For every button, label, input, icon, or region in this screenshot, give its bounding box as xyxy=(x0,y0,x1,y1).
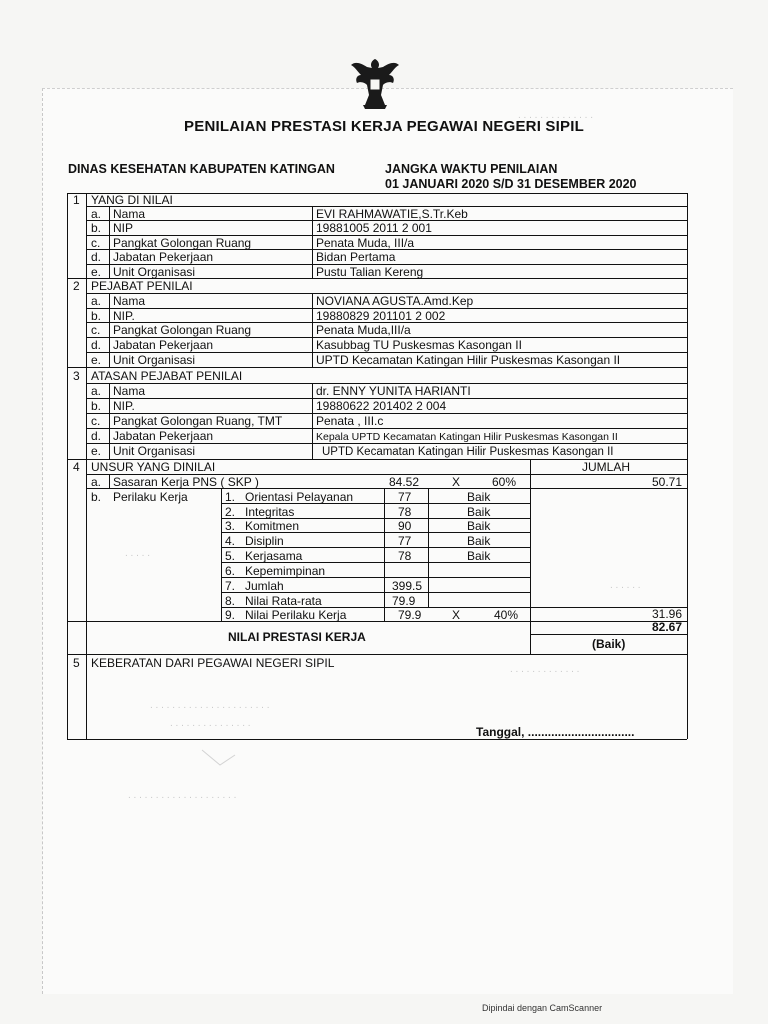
section-5-number: 5 xyxy=(73,656,80,670)
row-label: Nama xyxy=(113,384,146,398)
row-letter: b. xyxy=(91,309,102,323)
row-label: Unit Organisasi xyxy=(113,353,196,367)
scanner-footer: Dipindai dengan CamScanner xyxy=(482,1003,603,1013)
skp-value: 84.52 xyxy=(389,475,420,489)
row-value: 19880622 201402 2 004 xyxy=(316,399,447,413)
row-letter: a. xyxy=(91,384,102,398)
agency-name: DINAS KESEHATAN KABUPATEN KATINGAN xyxy=(68,162,335,176)
row-label: Jabatan Pekerjaan xyxy=(113,250,214,264)
section-4-title: UNSUR YANG DINILAI xyxy=(91,460,216,474)
section-2-number: 2 xyxy=(73,279,80,293)
faint-signature-icon xyxy=(200,745,240,775)
row-label: Pangkat Golongan Ruang xyxy=(113,236,252,250)
row-letter: d. xyxy=(91,429,102,443)
skp-result: 50.71 xyxy=(651,475,682,489)
tanggal-line: Tanggal, ................................ xyxy=(476,725,635,739)
row-letter: e. xyxy=(91,353,102,367)
row-letter: d. xyxy=(91,338,102,352)
npk-multiply: X xyxy=(452,608,461,622)
section-1-number: 1 xyxy=(73,193,80,207)
npk-result: 31.96 xyxy=(651,607,682,621)
section-2-title: PEJABAT PENILAI xyxy=(91,279,193,293)
row-value: Penata Muda,III/a xyxy=(316,323,411,337)
npk-percent: 40% xyxy=(494,608,519,622)
row-letter: e. xyxy=(91,444,102,458)
row-label: Sasaran Kerja PNS ( SKP ) xyxy=(113,475,259,489)
row-value: Penata , III.c xyxy=(316,414,384,428)
row-label: Pangkat Golongan Ruang xyxy=(113,323,252,337)
row-value: 19880829 201101 2 002 xyxy=(316,309,446,323)
row-value: Kepala UPTD Kecamatan Katingan Hilir Puskesmas Kasongan II xyxy=(316,431,618,443)
section-4-number: 4 xyxy=(73,460,80,474)
garuda-emblem-icon xyxy=(345,55,405,110)
row-label: Jabatan Pekerjaan xyxy=(113,429,214,443)
row-value: Pustu Talian Kereng xyxy=(316,265,424,279)
total-score: 82.67 xyxy=(651,620,682,634)
skp-percent: 60% xyxy=(492,475,517,489)
row-letter: a. xyxy=(91,294,102,308)
row-label: NIP xyxy=(113,221,134,235)
row-value: NOVIANA AGUSTA.Amd.Kep xyxy=(316,294,474,308)
row-value: Bidan Pertama xyxy=(316,250,396,264)
jumlah-header: JUMLAH xyxy=(582,460,631,474)
row-value: UPTD Kecamatan Katingan Hilir Puskesmas Kasongan II xyxy=(322,446,614,458)
row-label: Nama xyxy=(113,207,146,221)
skp-multiply: X xyxy=(452,475,461,489)
row-letter: c. xyxy=(91,323,101,337)
row-letter: e. xyxy=(91,265,102,279)
row-label: Perilaku Kerja xyxy=(113,490,188,504)
row-letter: a. xyxy=(91,207,102,221)
row-label: Nama xyxy=(113,294,146,308)
section-3-title: ATASAN PEJABAT PENILAI xyxy=(91,369,243,383)
row-label: Jabatan Pekerjaan xyxy=(113,338,214,352)
row-label: Unit Organisasi xyxy=(113,444,196,458)
period-value: 01 JANUARI 2020 S/D 31 DESEMBER 2020 xyxy=(385,177,637,191)
total-grade: (Baik) xyxy=(592,637,626,651)
row-value: Kasubbag TU Puskesmas Kasongan II xyxy=(316,338,522,352)
row-label: Unit Organisasi xyxy=(113,265,196,279)
row-label: NIP. xyxy=(113,309,135,323)
row-value: 19881005 2011 2 001 xyxy=(316,221,432,235)
row-letter: c. xyxy=(91,236,101,250)
row-letter: b. xyxy=(91,490,102,504)
row-label: NIP. xyxy=(113,399,135,413)
row-value: Penata Muda, III/a xyxy=(316,236,415,250)
nilai-prestasi-label: NILAI PRESTASI KERJA xyxy=(228,630,366,644)
row-letter: b. xyxy=(91,399,102,413)
row-letter: a. xyxy=(91,475,102,489)
period-label: JANGKA WAKTU PENILAIAN xyxy=(385,162,558,176)
row-value: EVI RAHMAWATIE,S.Tr.Keb xyxy=(316,207,468,221)
section-1-title: YANG DI NILAI xyxy=(91,193,173,207)
row-letter: d. xyxy=(91,250,102,264)
row-letter: c. xyxy=(91,414,101,428)
section-3-number: 3 xyxy=(73,369,80,383)
row-value: UPTD Kecamatan Katingan Hilir Puskesmas Kasongan II xyxy=(316,353,621,367)
row-value: dr. ENNY YUNITA HARIANTI xyxy=(316,384,471,398)
row-label: Pangkat Golongan Ruang, TMT xyxy=(113,414,283,428)
row-letter: b. xyxy=(91,221,102,235)
document-title: PENILAIAN PRESTASI KERJA PEGAWAI NEGERI SIPIL xyxy=(184,118,584,135)
section-5-title: KEBERATAN DARI PEGAWAI NEGERI SIPIL xyxy=(91,656,335,670)
